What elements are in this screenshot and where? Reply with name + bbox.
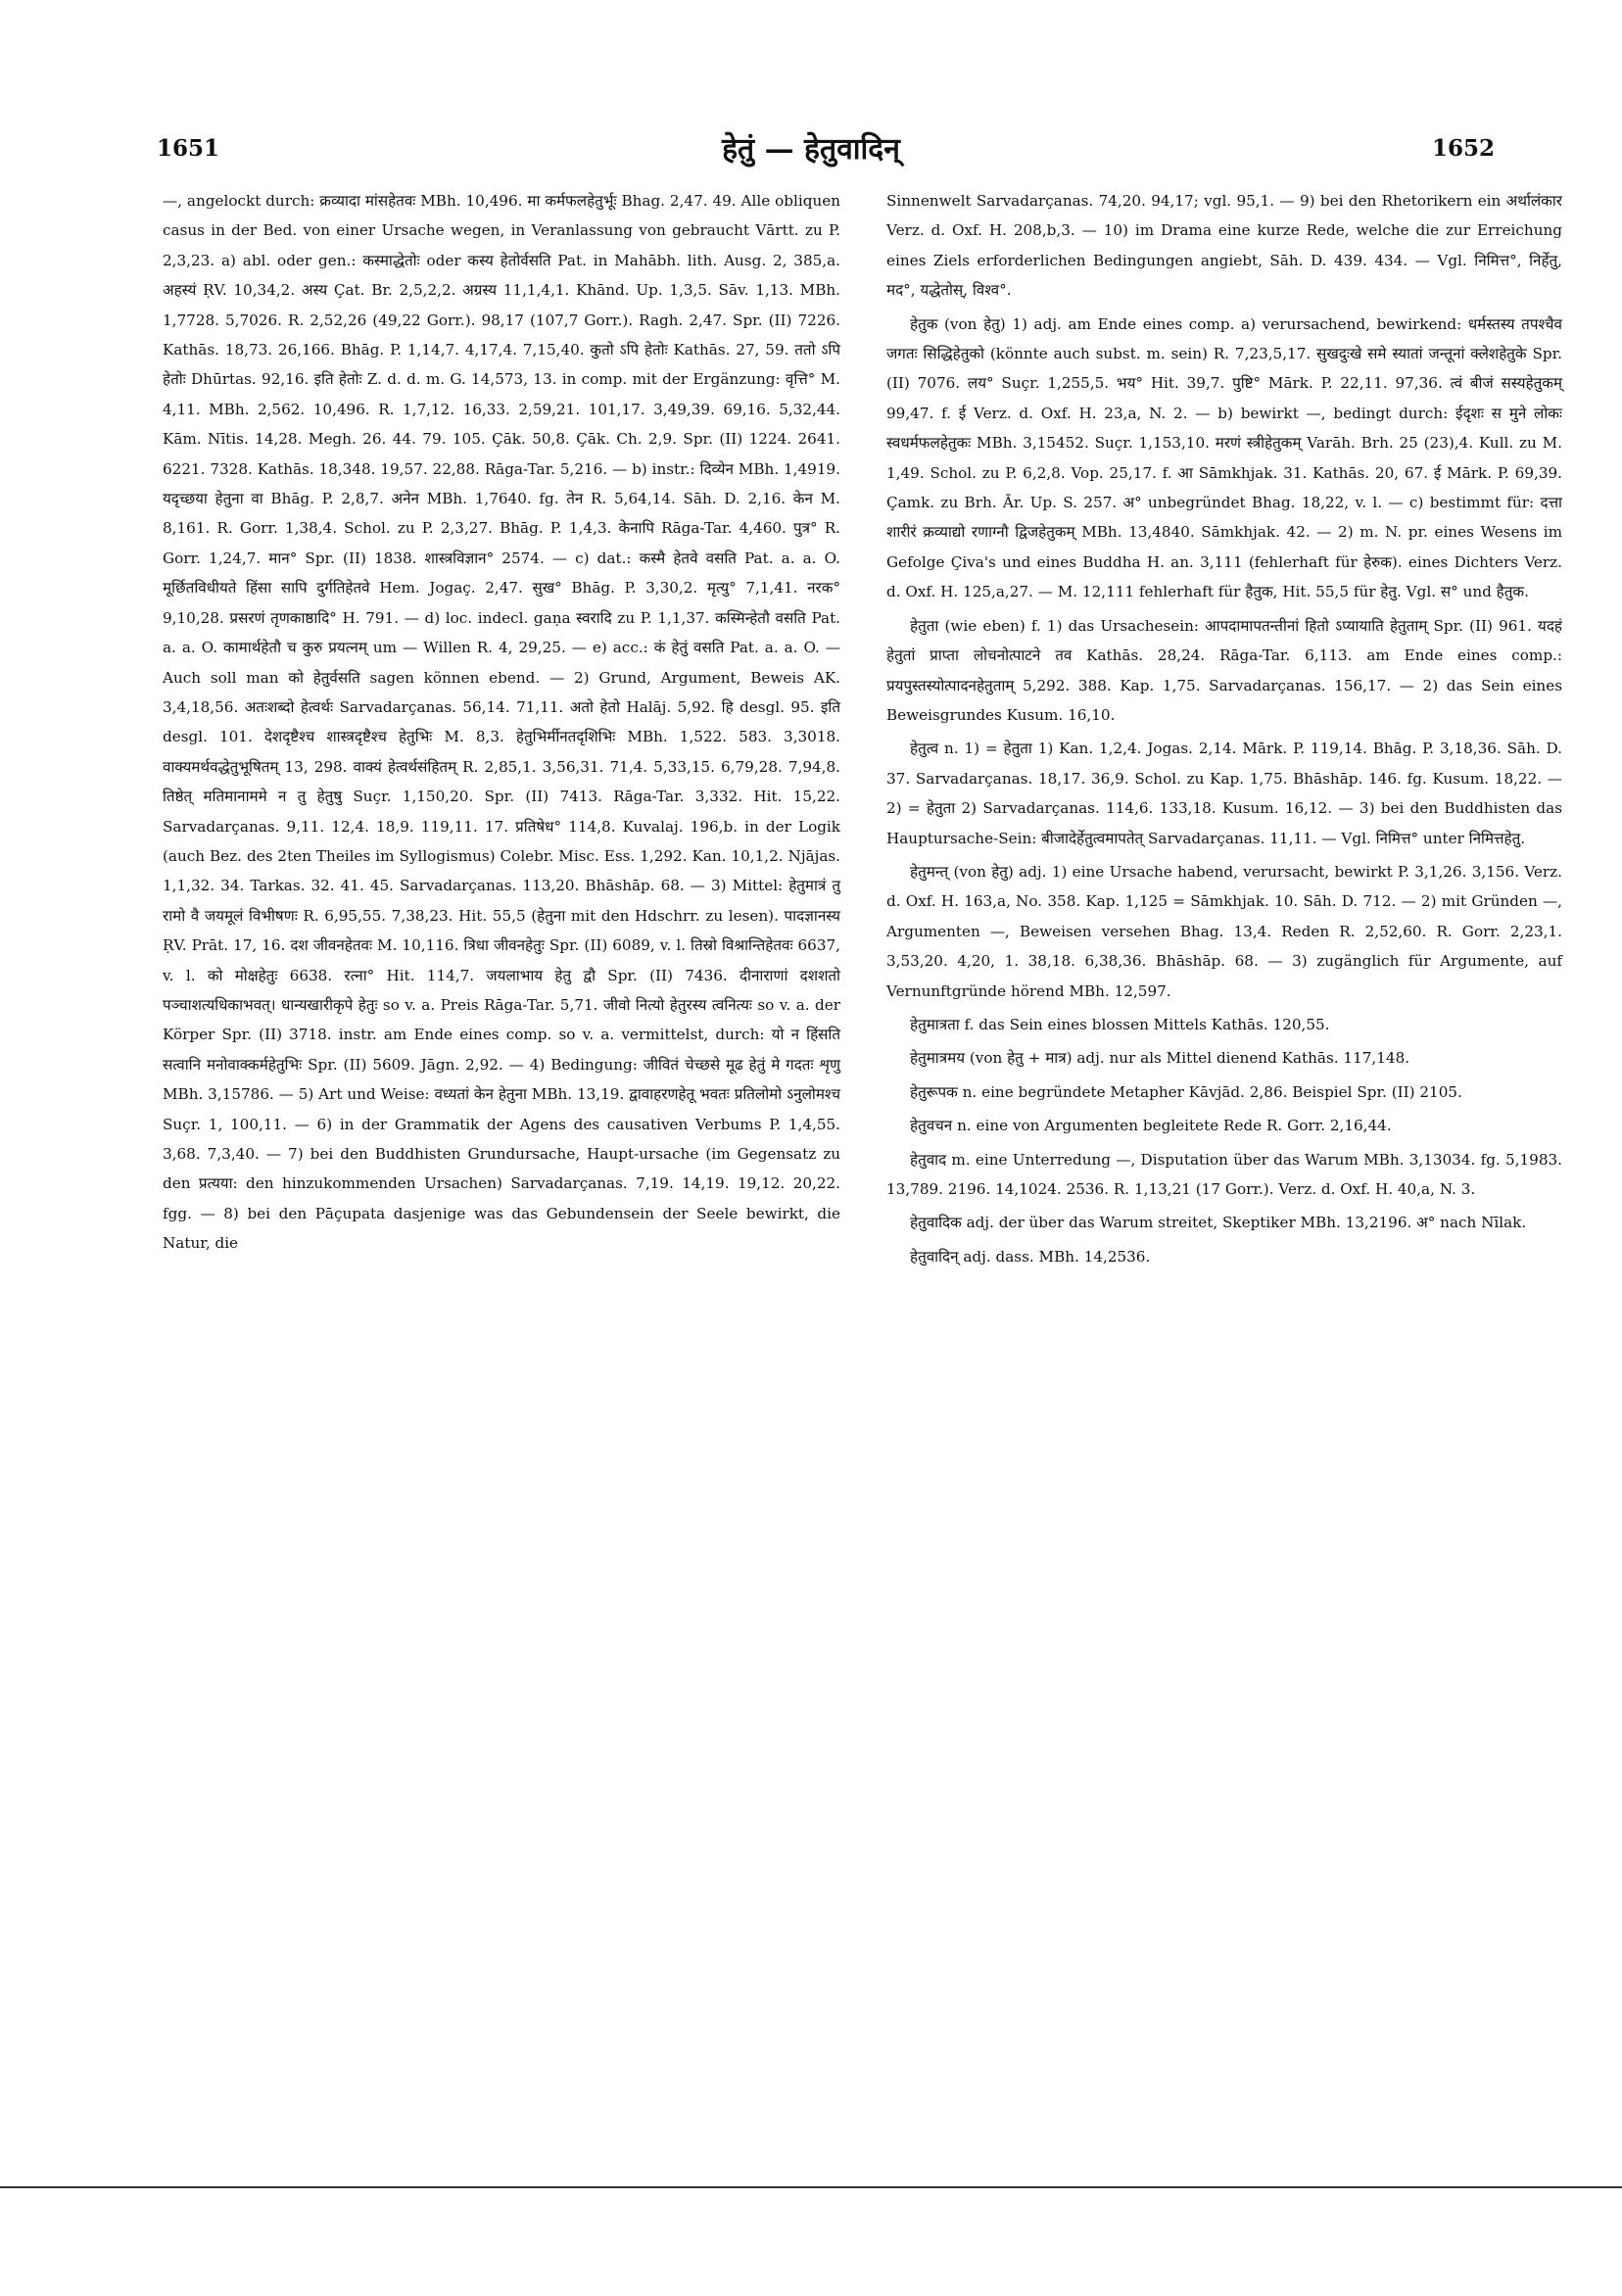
running-head: हेतुं — हेतुवादिन् xyxy=(722,132,900,167)
entry-hetutva: हेतुत्व n. 1) = हेतुता 1) Kan. 1,2,4. Jogas. 2,14. Mārk. P. 119,14. Bhāg. P. 3,18,36. Sāh. D. 37. Sarvadarçanas. 18,17. 36,9. Schol. zu Kap. 1,75. Bhāshāp. 146. fg. Kusum. 18,22. — 2) = हेतुता 2) Sarvadarçanas. 114,6. 133,18. Kusum. 16,12. — 3) bei den Buddhisten das Hauptursache-Sein: बीजादेर्हेतुत्वमापतेत् Sarvadarçanas. 11,11. — Vgl. निमित्त° unter निमित्तहेतु. xyxy=(886,740,1562,847)
entry-hetumatramaya: हेतुमात्रमय (von हेतु + मात्र) adj. nur als Mittel dienend Kathās. 117,148. xyxy=(910,1049,1410,1068)
entry-hetuvacana: हेतुवचन n. eine von Argumenten begleitete Rede R. Gorr. 2,16,44. xyxy=(910,1117,1392,1135)
page-number-right: 1652 xyxy=(1431,135,1495,162)
left-column xyxy=(163,186,840,1259)
entry-hetumatrata: हेतुमात्रता f. das Sein eines blossen Mittels Kathās. 120,55. xyxy=(910,1015,1330,1033)
entry-continuation: Sinnenwelt Sarvadarçanas. 74,20. 94,17; vgl. 95,1. — 9) bei den Rhetorikern ein अर्थालंकार Verz. d. Oxf. H. 208,b,3. — 10) im Drama eine kurze Rede, welche die zur Erreichung eines Ziels erforderlichen Bedingungen angiebt, Sāh. D. 439. 434. — Vgl. निमित्त°, निर्हेतु, मद°, यद्धेतोस्, विश्व°. xyxy=(886,192,1562,300)
page-number-left: 1651 xyxy=(157,135,220,162)
entry-hetuka: हेतुक (von हेतु) 1) adj. am Ende eines comp. a) verursachend, bewirkend: धर्मस्तस्य तपश्चैव जगतः सिद्धिहेतुको (könnte auch subst. m. sein) R. 7,23,5,17. सुखदुःखे समे स्यातां जन्तूनां क्लेशहेतुके Spr. (II) 7076. लय° Suçr. 1,255,5. भय° Hit. 39,7. पुष्टि° Mārk. P. 22,11. 97,36. त्वं बीजं सस्यहेतुकम् 99,47. f. ई Verz. d. Oxf. H. 23,a, N. 2. — b) bewirkt —, bedingt durch: ईदृशः स मुने लोकः स्वधर्मफलहेतुकः MBh. 3,15452. Suçr. 1,153,10. मरणं स्त्रीहेतुकम् Varāh. Brh. 25 (23),4. Kull. zu M. 1,49. Schol. zu P. 6,2,8. Vop. 25,17. f. आ Sāmkhjak. 31. Kathās. 20, 67. ई Mārk. P. 69,39. Çamk. zu Brh. Ār. Up. S. 257. अ° unbegründet Bhag. 18,22, v. l. — c) bestimmt für: दत्ता शारीरं क्रव्याद्यो रणाग्नौ द्विजहेतुकम् MBh. 13,4840. Sāmkhjak. 42. — 2) m. N. pr. eines Wesens im Gefolge Çiva's und eines Buddha H. an. 3,111 (fehlerhaft für हेरुक). eines Dichters Verz. d. Oxf. H. 125,a,27. — M. 12,111 fehlerhaft für हैतुक, Hit. 55,5 für हेतु. Vgl. स° und हैतुक. xyxy=(886,314,1562,601)
entry-hetuta: हेतुता (wie eben) f. 1) das Ursachesein: आपदामापतन्तीनां हितो ऽप्यायाति हेतुताम् Spr. (II) 961. यदहं हेतुतां प्राप्ता लोचनोत्पाटने तव Kathās. 28,24. Rāga-Tar. 6,113. am Ende eines comp.: प्रयपुस्तस्योत्पादनहेतुताम् 5,292. 388. Kap. 1,75. Sarvadarçanas. 156,17. — 2) das Sein eines Beweisgrundes Kusum. 16,10. xyxy=(886,616,1562,724)
right-column xyxy=(886,186,1562,1271)
footer-rule xyxy=(0,2186,1622,2188)
entry-hetuvadin: हेतुवादिन् adj. dass. MBh. 14,2536. xyxy=(910,1247,1151,1266)
left-column-text: —, angelockt durch: क्रव्यादा मांसहेतवः MBh. 10,496. मा कर्मफलहेतुर्भूः Bhag. 2,47. 49. Alle obliquen casus in der Bed. von einer Ursache wegen, in Veranlassung von gebraucht Vārtt. zu P. 2,3,23. a) abl. oder gen.: कस्माद्धेतोः oder कस्य हेतोर्वसति Pat. in Mahābh. lith. Ausg. 2, 385,a. अहस्यं ṚV. 10,34,2. अस्य Çat. Br. 2,5,2,2. अग्रस्य 11,1,4,1. Khānd. Up. 1,3,5. Sāv. 1,13. MBh. 1,7728. 5,7026. R. 2,52,26 (49,22 Gorr.). 98,17 (107,7 Gorr.). Ragh. 2,47. Spr. (II) 7226. Kathās. 18,73. 26,166. Bhāg. P. 1,14,7. 4,17,4. 7,15,40. कुतो ऽपि हेतोः Kathās. 27, 59. ततो ऽपि हेतोः Dhūrtas. 92,16. इति हेतोः Z. d. d. m. G. 14,573, 13. in comp. mit der Ergänzung: वृत्ति° M. 4,11. MBh. 2,562. 10,496. R. 1,7,12. 16,33. 2,59,21. 101,17. 3,49,39. 69,16. 5,32,44. Kām. Nītis. 14,28. Megh. 26. 44. 79. 105. Çāk. 50,8. Çāk. Ch. 2,9. Spr. (II) 1224. 2641. 6221. 7328. Kathās. 18,348. 19,57. 22,88. Rāga-Tar. 5,216. — b) instr.: दिव्येन MBh. 1,4919. यदृच्छया हेतुना वा Bhāg. P. 2,8,7. अनेन MBh. 1,7640. fg. तेन R. 5,64,14. Sāh. D. 2,16. केन M. 8,161. R. Gorr. 1,38,4. Schol. zu P. 2,3,27. Bhāg. P. 1,4,3. केनापि Rāga-Tar. 4,460. पुत्र° R. Gorr. 1,24,7. मान° Spr. (II) 1838. शास्त्रविज्ञान° 2574. — c) dat.: कस्मै हेतवे वसति Pat. a. a. O. मूर्छितविधीयते हिंसा सापि दुर्गतिहेतवे Hem. Jogaç. 2,47. सुख° Bhāg. P. 3,30,2. मृत्यु° 7,1,41. नरक° 9,10,28. प्रसरणं तृणकाष्ठादि° H. 791. — d) loc. indecl. gaṇa स्वरादि zu P. 1,1,37. कस्मिन्हेतौ वसति Pat. a. a. O. कामार्थहेतौ च कुरु प्रयत्नम् um — Willen R. 4, 29,25. — e) acc.: कं हेतुं वसति Pat. a. a. O. — Auch soll man को हेतुर्वसति sagen können ebend. — 2) Grund, Argument, Beweis AK. 3,4,18,56. अतःशब्दो हेत्वर्थः Sarvadarçanas. 56,14. 71,11. अतो हेतो Halāj. 5,92. हि desgl. 95. इति desgl. 101. देशदृष्टैश्च शास्त्रदृष्टैश्च हेतुभिः M. 8,3. हेतुभिर्मीनतदृशिभिः MBh. 1,522. 583. 3,3018. वाक्यमर्थवद्धेतुभूषितम् 13, 298. वाक्यं हेत्वर्थसंहितम् R. 2,85,1. 3,56,31. 71,4. 5,33,15. 6,79,28. 7,94,8. तिष्ठेत् मतिमानाममे न तु हेतुषु Suçr. 1,150,20. Spr. (II) 7413. Rāga-Tar. 3,332. Hit. 15,22. Sarvadarçanas. 9,11. 12,4. 18,9. 119,11. 17. प्रतिषेध° 114,8. Kuvalaj. 196,b. in der Logik (auch Bez. des 2ten Theiles im Syllogismus) Colebr. Misc. Ess. 1,292. Kan. 10,1,2. Njājas. 1,1,32. 34. Tarkas. 32. 41. 45. Sarvadarçanas. 113,20. Bhāshāp. 68. — 3) Mittel: हेतुमात्रं तु रामो वै जयमूलं विभीषणः R. 6,95,55. 7,38,23. Hit. 55,5 (हेतुना mit den Hdschrr. zu lesen). पादज्ञानस्य ṚV. Prāt. 17, 16. दश जीवनहेतवः M. 10,116. त्रिधा जीवनहेतुः Spr. (II) 6089, v. l. तिस्रो विश्रान्तिहेतवः 6637, v. l. को मोक्षहेतुः 6638. रत्ना° Hit. 114,7. जयलाभाय हेतु द्वौ Spr. (II) 7436. दीनाराणां दशशतो पञ्चाशत्यधिकाभवत्। धान्यखारीकृपे हेतुः so v. a. Preis Rāga-Tar. 5,71. जीवो नित्यो हेतुरस्य त्वनित्यः so v. a. der Körper Spr. (II) 3718. instr. am Ende eines comp. so v. a. vermittelst, durch: यो न हिंसति सत्वानि मनोवाक्कर्महेतुभिः Spr. (II) 5609. Jāgn. 2,92. — 4) Bedingung: जीवितं चेच्छसे मूढ हेतुं मे गदतः शृणु MBh. 3,15786. — 5) Art und Weise: वध्यतां केन हेतुना MBh. 13,19. द्वावाहरणहेतू भवतः प्रतिलोमो ऽनुलोमश्च Suçr. 1, 100,11. — 6) in der Grammatik der Agens des causativen Verbums P. 1,4,55. 3,68. 7,3,40. — 7) bei den Buddhisten Grundursache, Haupt-ursache (im Gegensatz zu den प्रत्यया: den hinzukommenden Ursachen) Sarvadarçanas. 7,19. 14,19. 19,12. 20,22. fgg. — 8) bei den Pāçupata dasjenige was das Gebundensein der Seele bewirkt, die Natur, die xyxy=(163,192,840,1253)
entry-hetuvadika: हेतुवादिक adj. der über das Warum streitet, Skeptiker MBh. 13,2196. अ° nach Nīlak. xyxy=(910,1214,1527,1232)
entry-hetuvada: हेतुवाद m. eine Unterredung —, Disputation über das Warum MBh. 3,13034. fg. 5,1983. 13,789. 2196. 14,1024. 2536. R. 1,13,21 (17 Gorr.). Verz. d. Oxf. H. 40,a, N. 3. xyxy=(886,1150,1562,1198)
entry-hetumant: हेतुमन्त् (von हेतु) adj. 1) eine Ursache habend, verursacht, bewirkt P. 3,1,26. 3,156. Verz. d. Oxf. H. 163,a, No. 358. Kap. 1,125 = Sāmkhjak. 10. Sāh. D. 712. — 2) mit Gründen —, Argumenten —, Beweisen versehen Bhag. 13,4. Reden R. 2,52,60. R. Gorr. 2,23,1. 3,53,20. 4,20, 1. 38,18. 6,38,36. Bhāshāp. 68. — 3) zugänglich für Argumente, auf Vernunftgründe hörend MBh. 12,597. xyxy=(886,862,1562,1000)
entry-heturupaka: हेतुरूपक n. eine begründete Metapher Kāvjād. 2,86. Beispiel Spr. (II) 2105. xyxy=(910,1082,1462,1101)
